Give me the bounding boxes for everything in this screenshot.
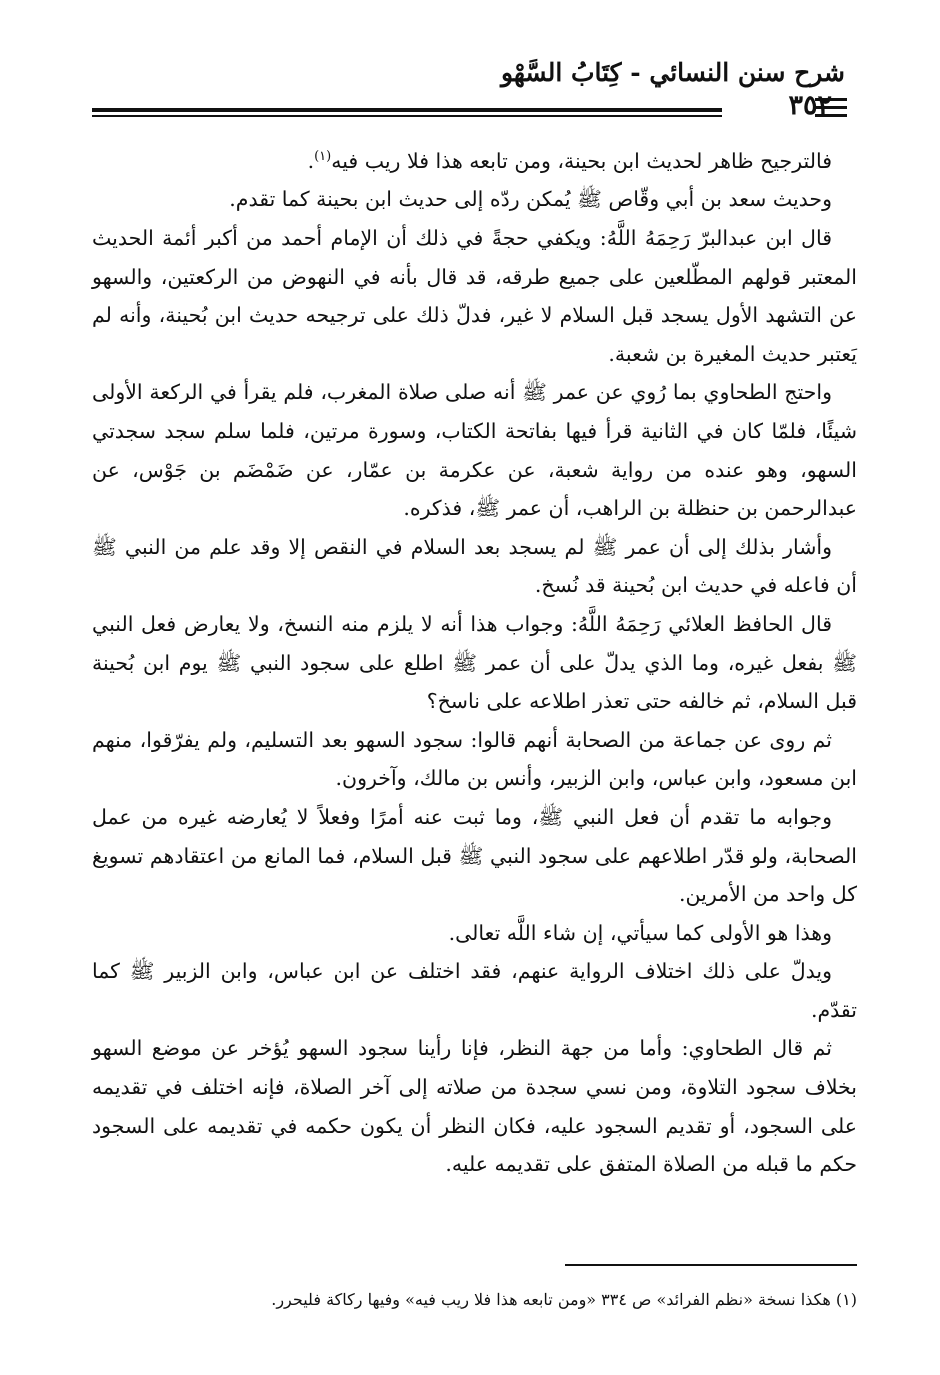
paragraph: واحتج الطحاوي بما رُوي عن عمر ﷺ أنه صلى صلاة المغرب، فلم يقرأ في الركعة الأولى شيئًا، فلمّا كان في الثانية قرأ فيها بفاتحة الكتاب، وسورة مرتين، فلما سلم سجد سجدتي السهو، وهو عنده من رواية شعبة، عن عكرمة بن عمّار، عن ضَمْضَم بن جَوْس، عن عبدالرحمن بن حنظلة بن الراهب، أن عمر ﷺ، فذكره. xyxy=(92,380,857,521)
paragraph: وهذا هو الأولى كما سيأتي، إن شاء اللَّه تعالى. xyxy=(448,920,832,945)
paragraph: ويدلّ على ذلك اختلاف الرواية عنهم، فقد اختلف عن ابن عباس، وابن الزبير ﷺ كما تقدّم. xyxy=(92,959,857,1022)
running-title: شرح سنن النسائي - كِتَابُ السَّهْو xyxy=(500,58,845,87)
paragraph: وجوابه ما تقدم أن فعل النبي ﷺ، وما ثبت عنه أمرًا وفعلاً لا يُعارضه غيره من عمل الصحابة، ولو قدّر اطلاعهم على سجود النبي ﷺ قبل السلام، فما المانع من اعتقادهم تسويغ كل واحد من الأمرين. xyxy=(92,804,857,907)
paragraph: قال الحافظ العلائي رَحِمَهُ اللَّهُ: وجواب هذا أنه لا يلزم منه النسخ، ولا يعارض فعل النبي ﷺ بفعل غيره، وما الذي يدلّ على أن عمر ﷺ اطلع على سجود النبي ﷺ يوم ابن بُحينة قبل السلام، ثم خالفه حتى تعذر اطلاعه على ناسخ؟ xyxy=(92,611,857,714)
paragraph: فالترجيح ظاهر لحديث ابن بحينة، ومن تابعه هذا فلا ريب فيه$^{(١)}$. xyxy=(307,148,832,173)
footnote: (١) هكذا نسخة «نظم الفرائد» ص ٣٣٤ «ومن تابعه هذا فلا ريب فيه» وفيها ركاكة فليحرر. xyxy=(271,1290,857,1309)
paragraph: ثم قال الطحاوي: وأما من جهة النظر، فإنا رأينا سجود السهو يُؤخر عن موضع السهو بخلاف سجود التلاوة، ومن نسي سجدة من صلاته إلى آخر الصلاة، فإنه اختلف في تقديمه على السجود، أو تقديم السجود عليه، فكان النظر أن يكون حكمه في تقديمه على السجود حكم ما قبله من الصلاة المتفق على تقديمه عليه. xyxy=(92,1036,857,1177)
paragraph: وأشار بذلك إلى أن عمر ﷺ لم يسجد بعد السلام في النقص إلا وقد علم من النبي ﷺ أن فاعله في حديث ابن بُحينة قد نُسخ. xyxy=(92,534,857,598)
header-rule-thin xyxy=(92,115,722,117)
paragraph: قال ابن عبدالبرّ رَحِمَهُ اللَّهُ: ويكفي حجةً في ذلك أن الإمام أحمد من أكبر أئمة الحديث المعتبر قولهم المطّلعين على جميع طرقه، قد قال بأنه في النهوض من الركعتين، والسهو عن التشهد الأول يسجد قبل السلام لا غير، فدلّ ذلك على ترجيحه حديث ابن بُحينة، وأنه لم يَعتبر حديث المغيرة بن شعبة. xyxy=(92,226,857,366)
page-number: ٣٥٢ xyxy=(788,90,832,121)
paragraph: وحديث سعد بن أبي وقّاص ﷺ يُمكن ردّه إلى حديث ابن بحينة كما تقدم. xyxy=(229,187,832,212)
paragraph: ثم روى عن جماعة من الصحابة أنهم قالوا: سجود السهو بعد التسليم، ولم يفرّقوا، منهم ابن مسعود، وابن عباس، وابن الزبير، وأنس بن مالك، وآخرون. xyxy=(92,727,857,791)
main-text xyxy=(92,138,857,1184)
footnote-marker: (١) xyxy=(314,149,332,164)
footnote-separator xyxy=(565,1264,857,1266)
header-rule xyxy=(92,108,722,112)
